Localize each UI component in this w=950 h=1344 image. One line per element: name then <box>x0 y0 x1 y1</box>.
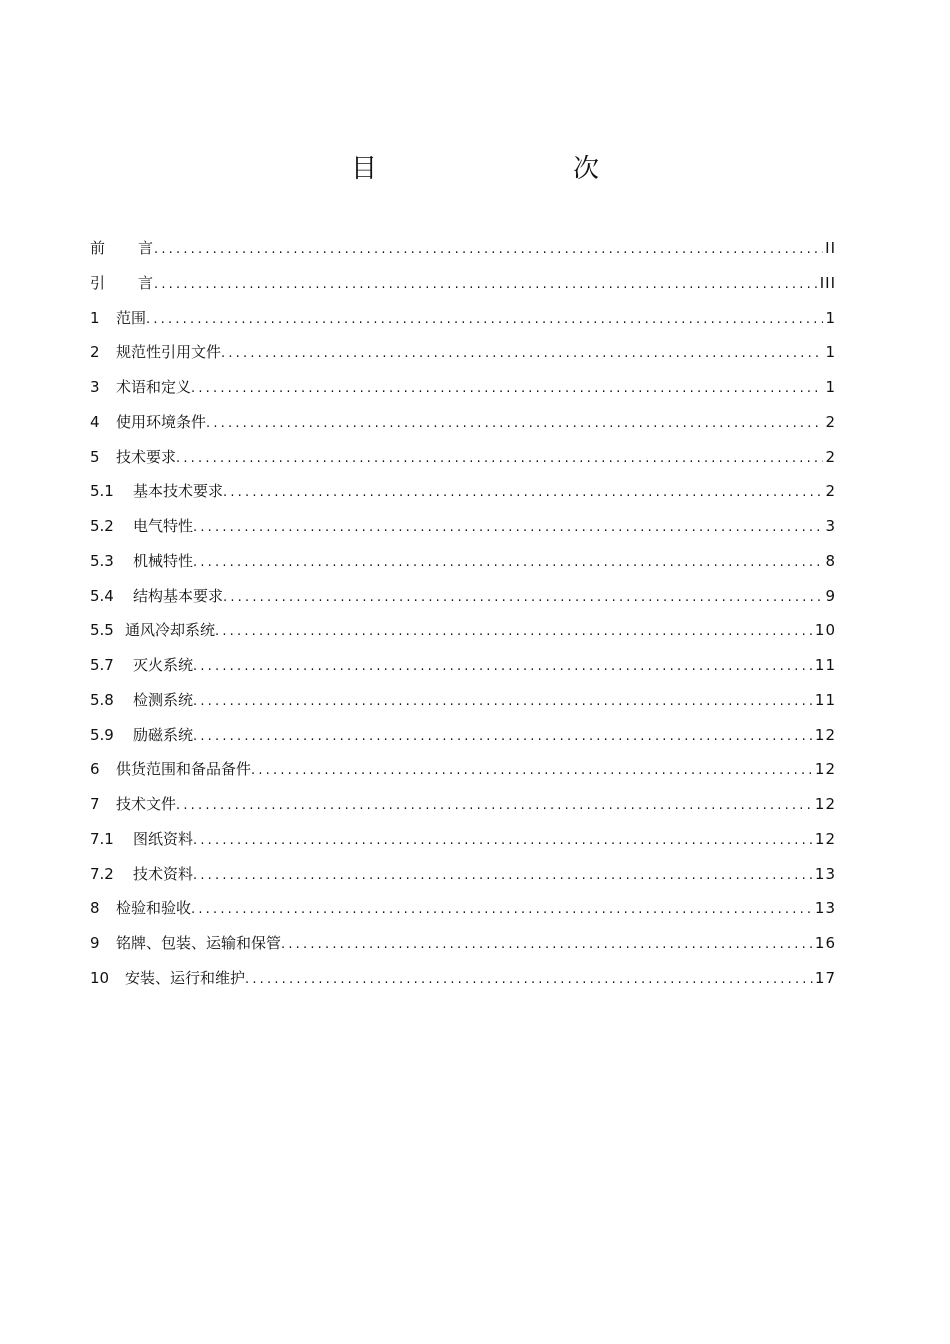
toc-entry-page: 10 <box>814 621 836 640</box>
toc-leader-dots <box>281 928 813 963</box>
toc-leader-dots <box>193 511 823 546</box>
toc-entry-number: 3 <box>90 378 100 396</box>
toc-entry-label: 励磁系统 <box>133 725 194 744</box>
toc-entry-label: 供货范围和备品备件 <box>116 760 252 779</box>
toc-entry-page: 2 <box>825 447 836 466</box>
toc-entry-number: 7.2 <box>90 864 114 883</box>
toc-entry-8[interactable] <box>90 891 836 926</box>
toc-entry-label: 范围 <box>116 308 147 327</box>
toc-leader-dots <box>215 615 813 650</box>
toc-entry-5-2[interactable] <box>90 509 836 544</box>
toc-entry-label: 检验和验收 <box>116 899 192 918</box>
toc-entry-2[interactable] <box>90 335 836 370</box>
toc-leader-dots <box>176 789 813 824</box>
toc-entry-page: 2 <box>825 482 836 501</box>
toc-entry-label: 技术要求 <box>116 447 177 466</box>
toc-entry-number: 9 <box>90 934 100 952</box>
toc-leader-dots <box>221 337 823 372</box>
toc-entry-page: 2 <box>825 412 836 431</box>
toc-entry-page: 9 <box>825 586 836 605</box>
toc-entry-5-7[interactable] <box>90 648 836 683</box>
toc-leader-dots <box>191 372 823 407</box>
toc-entry-3[interactable] <box>90 370 836 405</box>
toc-entry-number: 10 <box>90 968 110 987</box>
toc-entry-4[interactable] <box>90 405 836 440</box>
toc-entry-page: 12 <box>814 760 836 779</box>
toc-leader-dots <box>176 442 823 477</box>
toc-leader-dots <box>193 824 813 859</box>
toc-leader-dots <box>193 650 813 685</box>
toc-entry-page: 11 <box>814 656 836 674</box>
toc-leader-dots <box>154 268 818 303</box>
toc-entry-number: 7.1 <box>90 829 114 848</box>
toc-leader-dots <box>146 303 823 338</box>
toc-entry-page: 1 <box>825 343 836 362</box>
toc-entry-page: 1 <box>825 308 836 327</box>
toc-leader-dots <box>251 754 813 789</box>
toc-leader-dots <box>191 893 813 928</box>
toc-entry-number: 5.7 <box>90 656 114 674</box>
toc-leader-dots <box>193 685 813 720</box>
toc-entry-9[interactable] <box>90 926 836 961</box>
toc-entry-label: 基本技术要求 <box>133 482 224 501</box>
toc-entry-page: 13 <box>814 899 836 918</box>
toc-entry-number: 2 <box>90 343 100 362</box>
toc-entry-number: 5.4 <box>90 586 114 605</box>
toc-entry-introduction[interactable] <box>90 266 836 301</box>
toc-entry-page: 11 <box>814 690 836 709</box>
toc-leader-dots <box>245 963 813 998</box>
toc-entry-label: 结构基本要求 <box>133 586 224 605</box>
toc-entry-5-9[interactable] <box>90 718 836 753</box>
toc-entry-label: 检测系统 <box>133 690 194 709</box>
toc-entry-foreword[interactable] <box>90 231 836 266</box>
toc-entry-10[interactable] <box>90 961 836 996</box>
toc-entry-label: 安装、运行和维护 <box>125 968 246 987</box>
toc-leader-dots <box>193 859 813 894</box>
toc-entry-number: 5 <box>90 447 100 466</box>
toc-entry-label: 图纸资料 <box>133 829 194 848</box>
toc-entry-page: 16 <box>814 934 836 952</box>
toc-entry-number: 5.5 <box>90 621 114 640</box>
toc-entry-5-5[interactable] <box>90 613 836 648</box>
toc-entry-number: 7 <box>90 795 100 813</box>
toc-entry-number: 8 <box>90 899 100 918</box>
toc-entry-number: 5.8 <box>90 690 114 709</box>
toc-entry-label: 灭火系统 <box>133 656 194 674</box>
toc-leader-dots <box>193 720 813 755</box>
toc-entry-number: 5.1 <box>90 482 114 501</box>
toc-entry-label: 使用环境条件 <box>116 412 207 431</box>
toc-entry-number: 6 <box>90 760 100 779</box>
toc-entry-label: 通风冷却系统 <box>125 621 216 640</box>
toc-leader-dots <box>206 407 823 442</box>
toc-leader-dots <box>193 546 823 581</box>
toc-leader-dots <box>223 581 823 616</box>
toc-entry-number: 4 <box>90 412 100 431</box>
toc-entry-page: 3 <box>825 517 836 535</box>
toc-entry-6[interactable] <box>90 752 836 787</box>
toc-entry-page: III <box>819 273 836 292</box>
toc-entry-label: 技术资料 <box>133 864 194 883</box>
toc-entry-label: 引 言 <box>90 273 155 292</box>
toc-entry-page: 12 <box>814 829 836 848</box>
toc-entry-label: 电气特性 <box>133 517 194 535</box>
toc-entry-number: 1 <box>90 308 100 327</box>
toc-entry-7[interactable] <box>90 787 836 822</box>
toc-entry-7-1[interactable] <box>90 822 836 857</box>
toc-entry-5-3[interactable] <box>90 544 836 579</box>
toc-entry-label: 规范性引用文件 <box>116 343 222 362</box>
toc-entry-label: 前 言 <box>90 239 155 257</box>
toc-entry-number: 5.9 <box>90 725 114 744</box>
page-title: 目 次 <box>350 154 647 184</box>
toc-entry-page: 12 <box>814 725 836 744</box>
toc-entry-5-1[interactable] <box>90 474 836 509</box>
toc-entry-page: II <box>825 239 836 257</box>
toc-entry-5-4[interactable] <box>90 579 836 614</box>
toc-entry-page: 17 <box>814 968 836 987</box>
table-of-contents <box>90 231 836 996</box>
toc-entry-7-2[interactable] <box>90 857 836 892</box>
toc-entry-label: 机械特性 <box>133 551 194 570</box>
toc-entry-page: 8 <box>825 551 836 570</box>
toc-entry-5[interactable] <box>90 440 836 475</box>
toc-entry-page: 13 <box>814 864 836 883</box>
toc-leader-dots <box>154 233 823 268</box>
toc-entry-page: 1 <box>825 378 836 396</box>
toc-entry-label: 技术文件 <box>116 795 177 813</box>
toc-entry-5-8[interactable] <box>90 683 836 718</box>
toc-entry-1[interactable] <box>90 301 836 336</box>
toc-leader-dots <box>223 476 823 511</box>
toc-entry-label: 术语和定义 <box>116 378 192 396</box>
toc-entry-number: 5.2 <box>90 517 114 535</box>
toc-entry-label: 铭牌、包装、运输和保管 <box>116 934 282 952</box>
toc-entry-page: 12 <box>814 795 836 813</box>
toc-entry-number: 5.3 <box>90 551 114 570</box>
